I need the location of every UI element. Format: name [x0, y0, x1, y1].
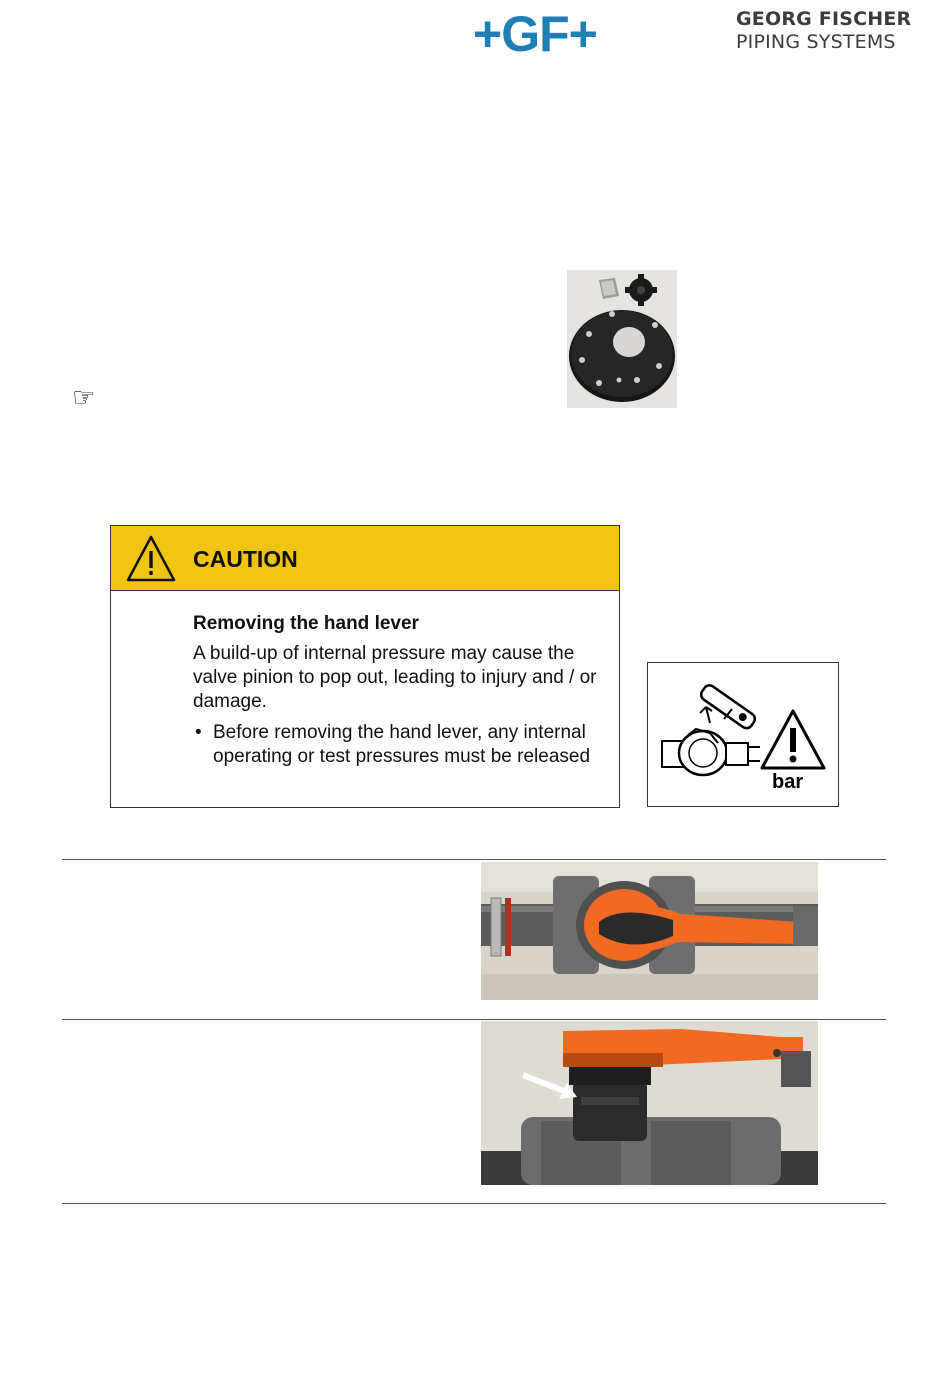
caution-body	[193, 612, 613, 769]
valve-top-view-photo	[481, 862, 818, 1000]
caution-title: CAUTION	[193, 546, 298, 572]
warning-triangle-icon	[125, 534, 177, 589]
adapter-plate-image	[567, 270, 677, 408]
pictogram-label: bar	[772, 771, 804, 793]
caution-bullet-text: Before removing the hand lever, any internal operating or test pressures must be released	[213, 722, 591, 767]
caution-text: A build-up of internal pressure may cause the valve pinion to pop out, leading to injury and / or damage.	[193, 643, 597, 712]
table-line-middle	[62, 1019, 886, 1020]
pointing-hand-icon: ☞	[72, 383, 96, 413]
bullet-dot-icon: •	[195, 722, 202, 743]
caution-header	[111, 526, 619, 591]
caution-bullet	[193, 721, 613, 769]
valve-side-view-photo	[481, 1021, 818, 1185]
gf-logo: +GF+	[473, 6, 597, 62]
table-line-top	[62, 859, 886, 860]
brand-name	[736, 8, 911, 54]
pressure-warning-pictogram	[647, 662, 839, 807]
caution-subtitle: Removing the hand lever	[193, 613, 419, 634]
table-line-bottom	[62, 1203, 886, 1204]
caution-box	[110, 525, 620, 808]
brand-line-2: PIPING SYSTEMS	[736, 31, 896, 53]
brand-line-1: GEORG FISCHER	[736, 8, 912, 30]
